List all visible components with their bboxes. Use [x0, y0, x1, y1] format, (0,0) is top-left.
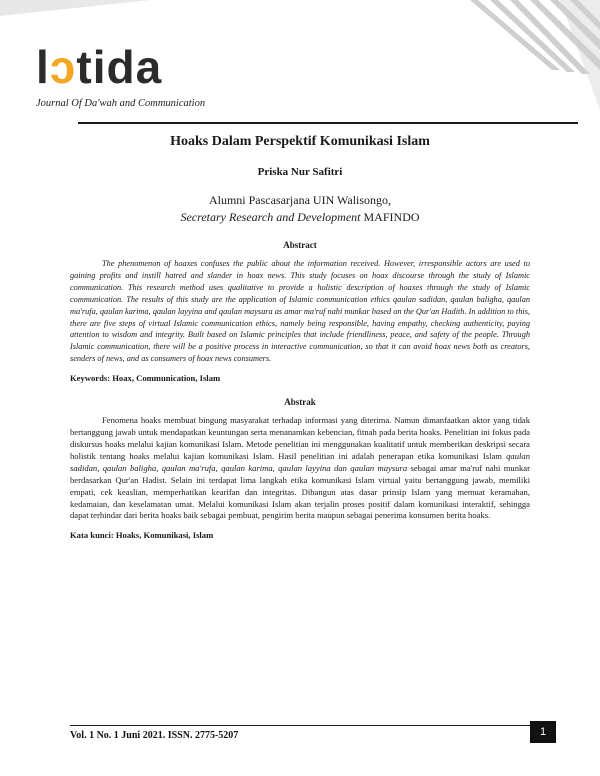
abstrak-part-1: Fenomena hoaks membuat bingung masyarakat terhadap informasi yang diterima. Namun dimanfaatkan aktor yang tidak bertanggung jawab untuk mendapatkan keuntungan serta menanamkan kebencian, fitnah pada berita hoaks. Penelitian ini fokus pada diskursus hoaks melalui kajian komunikasi Islam. Metode penelitian ini menggunakan kualitatif untuk memberikan deskripsi secara holistik tentang hoaks melalui kajian komunikasi Islam. Hasil penelitian ini adalah penerapan etika komunikasi Islam — [70, 415, 530, 461]
abstrak-heading: Abstrak — [284, 397, 316, 408]
article-title: Hoaks Dalam Perspektif Komunikasi Islam — [170, 134, 430, 149]
affiliation-line-2 — [70, 209, 530, 226]
abstract-heading: Abstract — [283, 240, 317, 250]
affiliation-line-1: Alumni Pascasarjana UIN Walisongo, — [208, 193, 392, 207]
abstrak-part-2: sebagai amar ma'ruf nahi munkar berdasarkan Qur'an Hadist. Selain ini terdapat lima langkah etika komunikasi Islam virtual yaitu bertanggung jawab, memiliki empati, cek keaslian, memperhatikan kearifan dan integritas. Dibangun atas dasar prinsip Islam yang memuat keramahan, kedamaian, dan keselamatan umat. Melalui komunikasi Islam akan terjalin proses positif dalam komunikasi interaktif, sehingga dapat terhindar dari berita hoaks baik sebagai pembuat, pengirim berita maupun sebagai penerima konsumen berita hoaks. — [70, 462, 530, 521]
affiliation-role: Secretary Research and Development — [180, 210, 361, 224]
abstrak-text — [70, 415, 530, 522]
footer-rule — [70, 725, 530, 726]
journal-logo — [36, 40, 162, 94]
logo-prefix: l — [36, 41, 50, 93]
page-number: 1 — [530, 721, 556, 743]
stripe-left — [0, 0, 150, 16]
footer-citation: Vol. 1 No. 1 Juni 2021. ISSN. 2775-5207 — [70, 730, 239, 741]
abstrak-italic-terms: qaulan sadidan, qaulan baligha, qaulan ma'rufa, qaulan karima, qaulan layyina dan qaulan maysura — [70, 450, 530, 473]
affiliation-org: MAFINDO — [360, 210, 420, 224]
article-author: Priska Nur Safitri — [257, 166, 343, 178]
author-affiliation — [70, 192, 530, 226]
header-rule — [78, 122, 578, 124]
kata-kunci: Kata kunci: Hoaks, Komunikasi, Islam — [70, 530, 214, 541]
journal-subtitle: Journal Of Da'wah and Communication — [36, 98, 206, 109]
abstract-text: The phenomenon of hoaxes confuses the public about the information received. However, irresponsible actors are used to gaining profits and instill hatred and slander in hoax news. This study focuses on hoax discourse through the study of Islamic communication. This research method uses qualitative to provide a holistic description of hoaxes through the study of Islamic communication. The results of this study are the application of Islamic communication ethics qaulan sadidan, qaulan baligha, qaulan ma'rufa, qaulan karima, qaulan layyina and qaulan maysura as amar ma'ruf nahi munkar based on the Qur'an Hadith. In addition to this, there are five steps of virtual Islamic communication ethics, namely being responsible, having empathy, checking authenticity, paying attention to wisdom and integrity. Built based on Islamic principles that include friendliness, peace, and safety of the people. Through Islamic communication, there will be a positive process in interactive communication, so that it can avoid hoax news both as creators, senders of news, and as consumers of hoax news consumers. — [70, 259, 530, 364]
article-content — [70, 128, 530, 540]
logo-suffix: tida — [76, 41, 163, 93]
logo-accent: ɔ — [49, 41, 77, 93]
keywords: Keywords: Hoax, Communication, Islam — [70, 373, 221, 384]
